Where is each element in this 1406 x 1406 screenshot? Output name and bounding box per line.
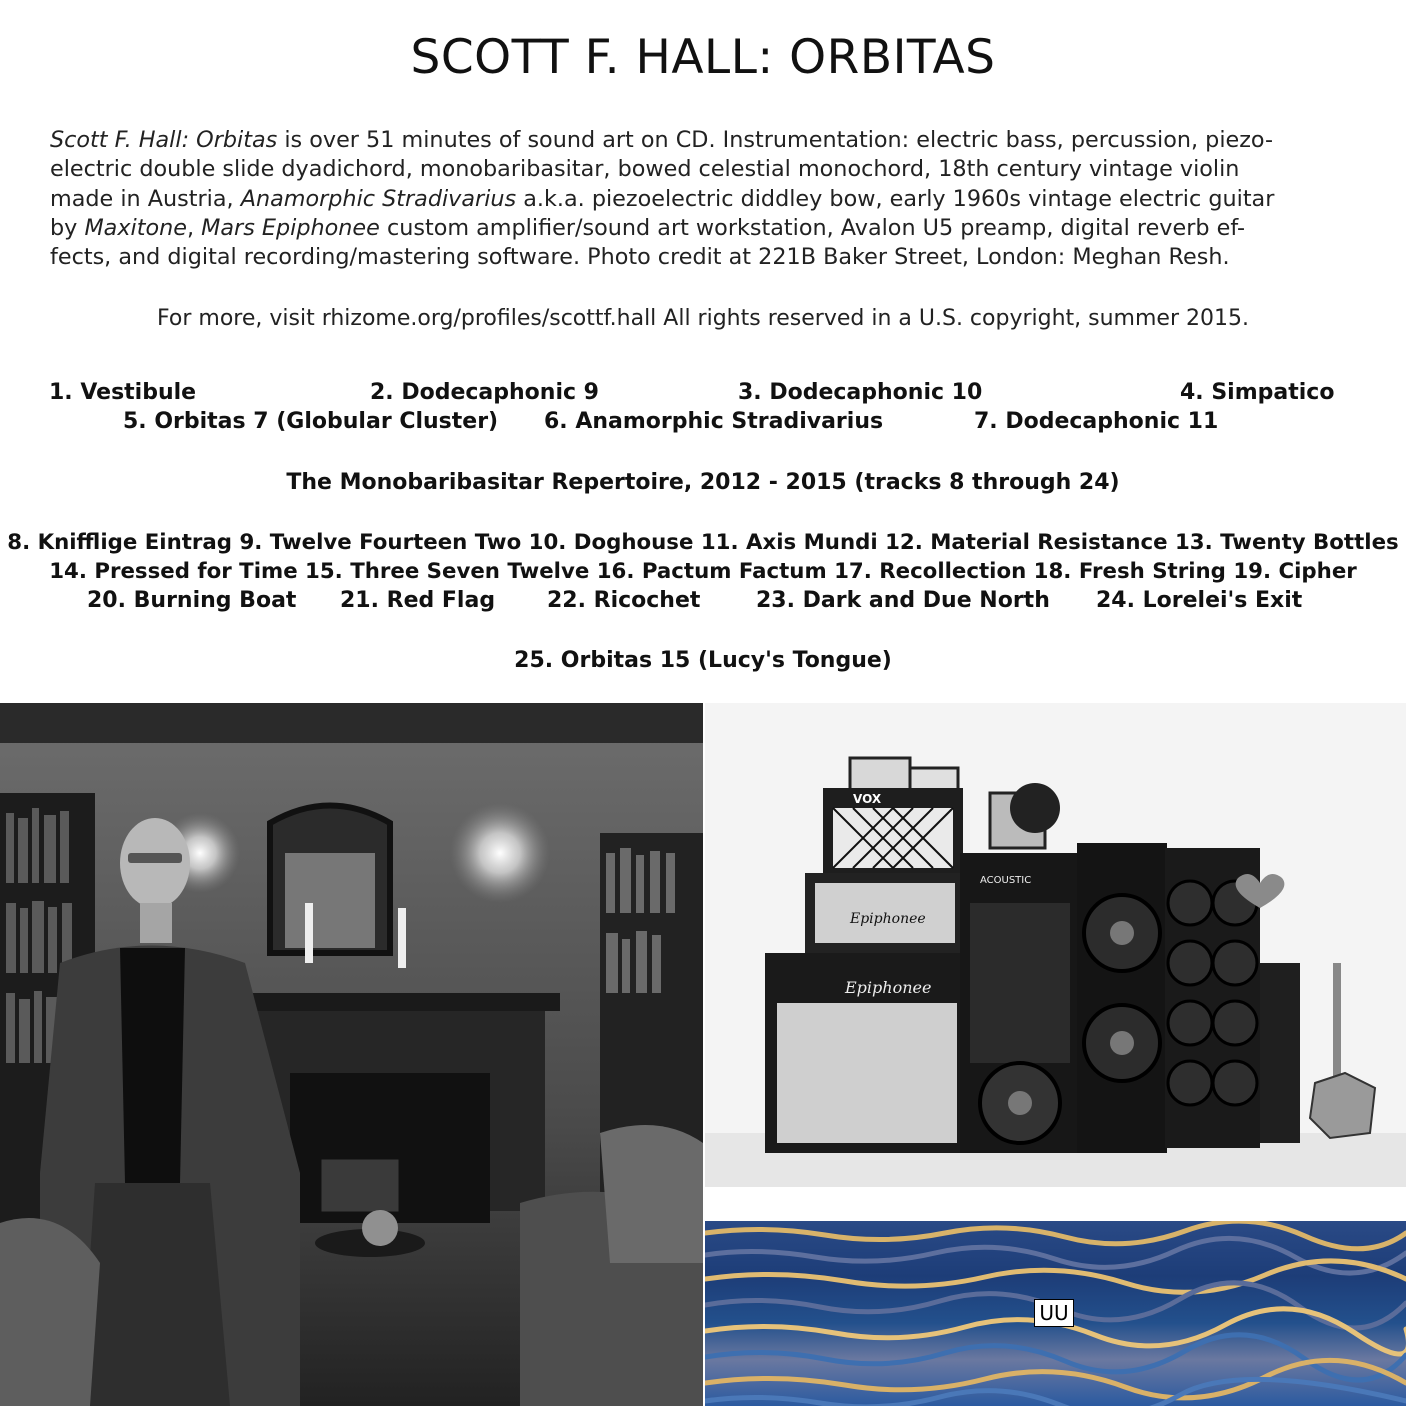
description-line-2: electric double slide dyadichord, monobaribasitar, bowed celestial monochord, 18th century vintage violin <box>50 156 1240 183</box>
track-2: 2. Dodecaphonic 9 <box>370 380 599 405</box>
brand-name-italic: Maxitone <box>84 214 187 241</box>
room-portrait-photo <box>0 703 703 1406</box>
amplifier-wall-photo <box>705 703 1406 1187</box>
track-7: 7. Dodecaphonic 11 <box>974 409 1219 434</box>
brand-name-italic: Mars Epiphonee <box>201 214 380 241</box>
album-title: SCOTT F. HALL: ORBITAS <box>410 30 996 85</box>
description-line-4 <box>50 214 1350 243</box>
vox-logo: VOX <box>853 792 882 806</box>
album-description <box>50 126 1350 272</box>
track-1: 1. Vestibule <box>49 380 197 405</box>
description-line-1 <box>50 126 1350 155</box>
description-text: a.k.a. piezoelectric diddley bow, early 1960s vintage electric guitar <box>516 185 1275 212</box>
repertoire-line-2: 14. Pressed for Time 15. Three Seven Twelve 16. Pactum Factum 17. Recollection 18. Fresh String 19. Cipher <box>49 559 1357 584</box>
amplifier-wall-illustration <box>705 703 1406 1187</box>
instrument-name-italic: Anamorphic Stradivarius <box>240 185 517 212</box>
track-25: 25. Orbitas 15 (Lucy's Tongue) <box>514 648 892 673</box>
acoustic-logo: ACOUSTIC <box>980 875 1032 886</box>
water-badge: UU <box>1034 1299 1074 1327</box>
track-4: 4. Simpatico <box>1180 380 1335 405</box>
room-portrait-illustration <box>0 703 703 1406</box>
description-text: custom amplifier/sound art workstation, Avalon U5 preamp, digital reverb ef- <box>379 214 1246 241</box>
description-text: is over 51 minutes of sound art on CD. Instrumentation: electric bass, percussion, piezo- <box>277 127 1274 153</box>
track-24: 24. Lorelei's Exit <box>1096 588 1303 613</box>
epiphonee-logo-head: Epiphonee <box>850 911 926 927</box>
description-text: by <box>50 214 85 241</box>
track-23: 23. Dark and Due North <box>756 588 1050 613</box>
track-5: 5. Orbitas 7 (Globular Cluster) <box>123 409 499 434</box>
description-text: , <box>186 214 202 241</box>
website-copyright-line: For more, visit rhizome.org/profiles/scottf.hall All rights reserved in a U.S. copyright, summer 2015. <box>157 306 1249 331</box>
track-3: 3. Dodecaphonic 10 <box>738 380 983 405</box>
description-line-3 <box>50 185 1350 214</box>
track-22: 22. Ricochet <box>547 588 701 613</box>
repertoire-heading: The Monobaribasitar Repertoire, 2012 - 2015 (tracks 8 through 24) <box>286 470 1120 495</box>
epiphonee-logo-cab: Epiphonee <box>845 978 932 997</box>
repertoire-line-1: 8. Knifflige Eintrag 9. Twelve Fourteen Two 10. Doghouse 11. Axis Mundi 12. Material Resistance 13. Twenty Bottles <box>7 530 1399 555</box>
description-text: made in Austria, <box>50 185 241 212</box>
track-20: 20. Burning Boat <box>87 588 297 613</box>
album-name-italic: Scott F. Hall: Orbitas <box>50 127 278 153</box>
track-21: 21. Red Flag <box>340 588 496 613</box>
track-6: 6. Anamorphic Stradivarius <box>544 409 884 434</box>
description-line-5: fects, and digital recording/mastering software. Photo credit at 221B Baker Street, London: Meghan Resh. <box>50 244 1230 271</box>
